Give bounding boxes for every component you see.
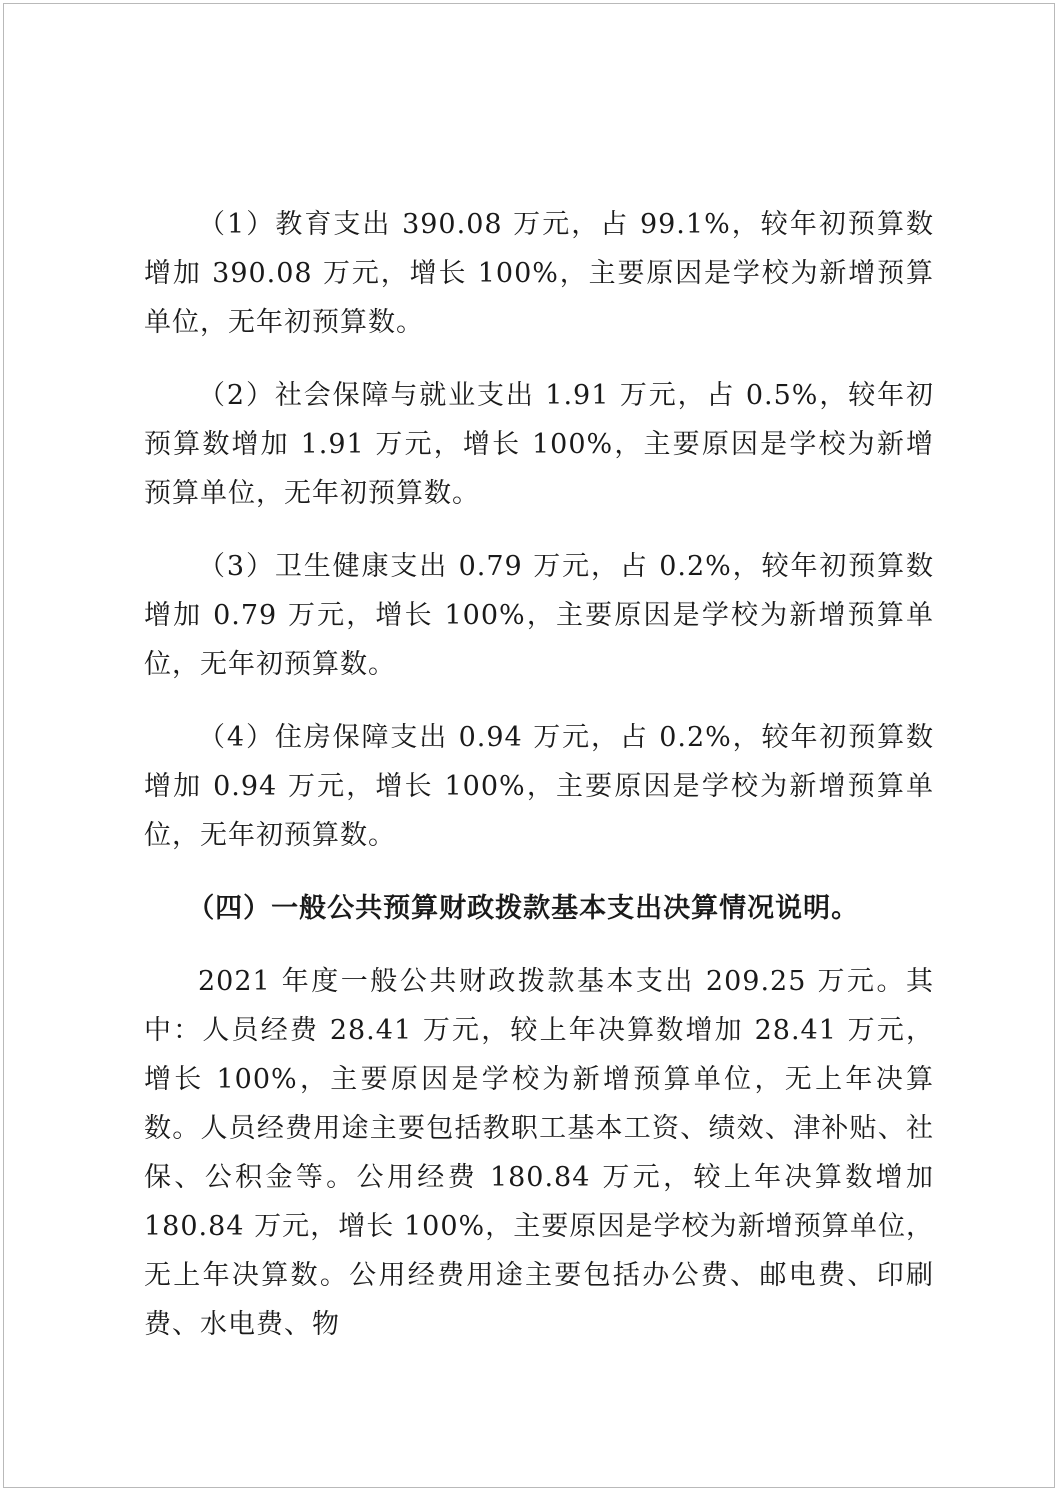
paragraph-social-security-expenditure: （2）社会保障与就业支出 1.91 万元，占 0.5%，较年初预算数增加 1.91 万元，增长 100%，主要原因是学校为新增预算单位，无年初预算数。 [144, 380, 934, 509]
paragraph-health-expenditure: （3）卫生健康支出 0.79 万元，占 0.2%，较年初预算数增加 0.79 万元，增长 100%，主要原因是学校为新增预算单位，无年初预算数。 [144, 551, 934, 680]
document-page [3, 3, 1055, 1488]
section-heading-basic-expenditure: （四）一般公共预算财政拨款基本支出决算情况说明。 [187, 893, 860, 924]
paragraph-basic-expenditure-detail: 2021 年度一般公共财政拨款基本支出 209.25 万元。其中：人员经费 28.41 万元，较上年决算数增加 28.41 万元，增长 100%，主要原因是学校为新增预算单位，无上年决算数。人员经费用途主要包括教职工基本工资、绩效、津补贴、社保、公积金等。公用经费 180.84 万元，较上年决算数增加 180.84 万元，增长 100%，主要原因是学校为新增预算单位，无上年决算数。公用经费用途主要包括办公费、邮电费、印刷费、水电费、物 [144, 966, 934, 1340]
paragraph-education-expenditure: （1）教育支出 390.08 万元，占 99.1%，较年初预算数增加 390.08 万元，增长 100%，主要原因是学校为新增预算单位，无年初预算数。 [144, 209, 934, 338]
paragraph-housing-expenditure: （4）住房保障支出 0.94 万元，占 0.2%，较年初预算数增加 0.94 万元，增长 100%，主要原因是学校为新增预算单位，无年初预算数。 [144, 722, 934, 851]
document-body [144, 200, 934, 1349]
